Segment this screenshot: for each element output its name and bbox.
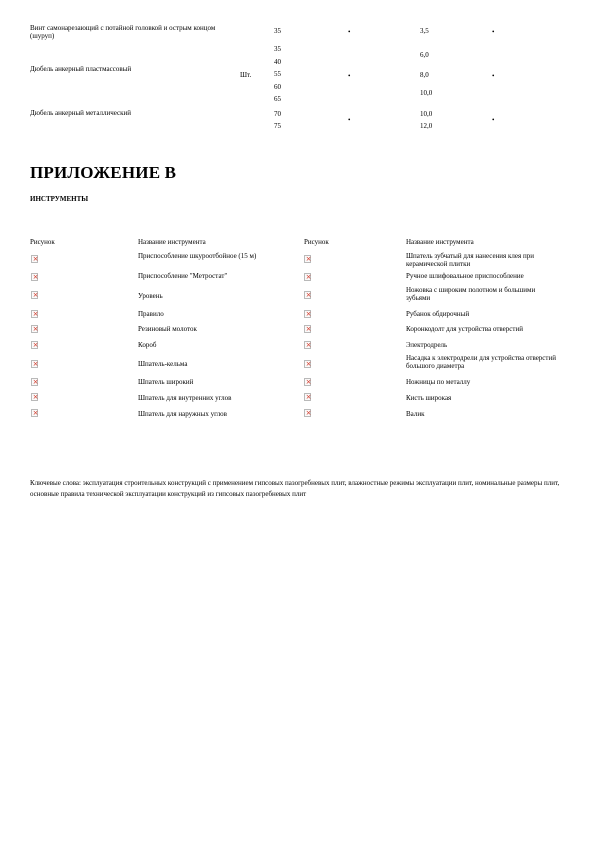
tool-name: Шпатель-кельма (138, 360, 188, 368)
broken-image-icon (31, 273, 38, 281)
bullet-mark: • (492, 116, 495, 124)
fastener-value: 35 (274, 45, 281, 53)
broken-image-icon (304, 273, 311, 281)
broken-image-icon (304, 341, 311, 349)
fastener-name: Винт самонарезающий с потайной головкой и острым концом (шуруп) (30, 24, 216, 40)
fastener-length: 3,5 (420, 27, 429, 35)
fastener-length: 12,0 (420, 122, 433, 130)
fastener-length: 8,0 (420, 71, 429, 79)
broken-image-icon (31, 310, 38, 318)
appendix-title: ПРИЛОЖЕНИЕ В (30, 163, 177, 182)
fastener-length: 10,0 (420, 110, 433, 118)
keywords-paragraph: Ключевые слова: эксплуатация строительных конструкций с применением гипсовых пазогребневых плит, влажностные режимы эксплуатации плит, номинальные размеры плит, основные правила технической эксплуатации конструкций из гипсовых пазогребневых плит (30, 479, 560, 498)
fastener-value: 70 (274, 110, 281, 118)
tool-name: Ножовка с широким полотном и большими зубьями (406, 286, 536, 302)
tool-name: Шпатель для наружных углов (138, 410, 227, 418)
fastener-value: 60 (274, 83, 281, 91)
bullet-mark: • (348, 28, 351, 36)
fastener-value: 75 (274, 122, 281, 130)
tool-name: Шпатель широкий (138, 378, 194, 386)
tool-name: Кисть широкая (406, 394, 452, 402)
tool-name: Приспособление "Метростат" (138, 272, 228, 280)
fastener-name: Дюбель анкерный металлический (30, 109, 132, 117)
tool-name: Электродрель (406, 341, 448, 349)
tool-name: Шпатель зубчатый для нанесения клея при керамической плитки (406, 252, 534, 268)
tool-name: Уровень (138, 292, 163, 300)
tool-name: Коронкодолт для устройства отверстий (406, 325, 523, 333)
tool-name: Ножницы по металлу (406, 378, 471, 386)
tool-name: Шпатель для внутренних углов (138, 394, 232, 402)
broken-image-icon (31, 393, 38, 401)
fastener-name: Дюбель анкерный пластмассовый (30, 65, 132, 73)
col-header-picture: Рисунок (30, 238, 55, 246)
fastener-length: 10,0 (420, 89, 433, 97)
tool-name: Короб (138, 341, 157, 349)
broken-image-icon (31, 409, 38, 417)
broken-image-icon (304, 393, 311, 401)
col-header-picture: Рисунок (304, 238, 329, 246)
broken-image-icon (31, 255, 38, 263)
bullet-mark: • (348, 116, 351, 124)
unit-label: Шт. (240, 71, 252, 79)
bullet-mark: • (492, 28, 495, 36)
tool-name: Насадка к электродрели для устройства отверстий большого диаметра (406, 354, 556, 370)
broken-image-icon (31, 378, 38, 386)
col-header-tool-name: Название инструмента (138, 238, 206, 246)
fastener-value: 65 (274, 95, 281, 103)
tool-name: Рубанок обдирочный (406, 310, 470, 318)
bullet-mark: • (492, 72, 495, 80)
broken-image-icon (304, 255, 311, 263)
fastener-value: 35 (274, 27, 281, 35)
broken-image-icon (304, 310, 311, 318)
broken-image-icon (31, 291, 38, 299)
fastener-length: 6,0 (420, 51, 429, 59)
bullet-mark: • (348, 72, 351, 80)
col-header-tool-name: Название инструмента (406, 238, 474, 246)
broken-image-icon (31, 341, 38, 349)
tool-name: Ручное шлифовальное приспособление (406, 272, 524, 280)
tool-name: Правило (138, 310, 164, 318)
broken-image-icon (31, 325, 38, 333)
broken-image-icon (304, 291, 311, 299)
broken-image-icon (304, 409, 311, 417)
broken-image-icon (31, 360, 38, 368)
fastener-value: 40 (274, 58, 281, 66)
tool-name: Валик (406, 410, 425, 418)
tool-name: Резиновый молоток (138, 325, 197, 333)
appendix-subtitle: ИНСТРУМЕНТЫ (30, 195, 89, 203)
tool-name: Приспособление шкуроотбойное (15 м) (138, 252, 257, 260)
broken-image-icon (304, 325, 311, 333)
broken-image-icon (304, 360, 311, 368)
fastener-value: 55 (274, 70, 281, 78)
broken-image-icon (304, 378, 311, 386)
